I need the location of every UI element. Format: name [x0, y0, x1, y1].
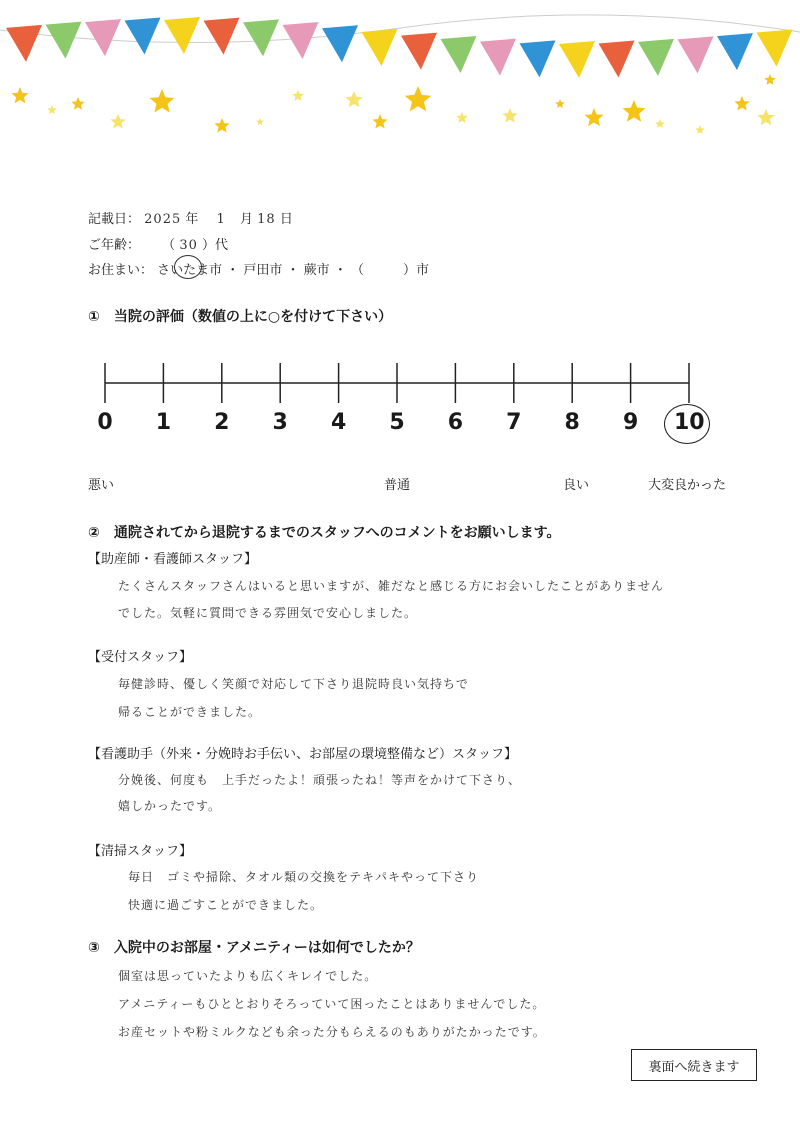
bunting-flag	[678, 36, 714, 73]
cleaning-comment-line1: 毎日 ゴミや掃除、タオル類の交換をテキパキやって下さり	[128, 870, 480, 884]
bunting-flag	[85, 19, 121, 56]
star-icon	[764, 74, 775, 85]
bunting-flag	[283, 22, 319, 59]
address-field	[88, 259, 429, 278]
scale-label-7[interactable]: 7	[506, 410, 522, 435]
date-field	[88, 208, 293, 227]
age-label: ご年齢：	[88, 238, 141, 253]
bunting-flag	[46, 22, 82, 59]
address-selected-circle	[174, 255, 202, 279]
section3-title: ③ 入院中のお部屋・アメニティーは如何でしたか？	[88, 940, 420, 956]
bunting-flag	[204, 18, 240, 55]
bunting-flag	[638, 39, 674, 76]
star-icon	[292, 90, 303, 101]
amenity-comment-line3: お産セットや粉ミルクなども余った分もらえるのもありがたかったです。	[118, 1025, 546, 1039]
star-icon	[71, 97, 84, 110]
star-icon	[150, 89, 175, 113]
midwife-comment-line2: でした。気軽に質問できる雰囲気で安心しました。	[118, 606, 418, 620]
date-year-unit: 年	[185, 212, 199, 227]
star-icon	[345, 91, 362, 107]
continue-on-back-label: 裏面へ続きます	[648, 1059, 740, 1075]
selected-rating-circle	[664, 404, 710, 444]
star-icon	[110, 114, 125, 129]
age-field	[88, 234, 228, 253]
bunting-flag	[757, 29, 793, 66]
scale-label-1[interactable]: 1	[155, 410, 172, 435]
bunting-flag	[6, 25, 42, 62]
address-label: お住まい：	[88, 263, 154, 278]
bunting-flag	[322, 25, 358, 62]
star-icon	[456, 112, 467, 123]
assistant-comment-line1: 分娩後、何度も 上手だったよ！頑張ったね！等声をかけて下さり、	[118, 773, 522, 787]
bunting-flag	[559, 41, 595, 78]
rating-bad: 悪い	[88, 478, 115, 493]
age-value: 30	[179, 238, 198, 253]
date-month: 1	[216, 212, 226, 227]
star-icon	[372, 114, 387, 129]
reception-heading: 【受付スタッフ】	[88, 650, 193, 665]
bunting-flag	[717, 33, 753, 70]
star-icon	[585, 108, 604, 126]
star-icon	[695, 125, 705, 134]
bunting-banner	[0, 0, 800, 160]
assistant-comment-line2: 嬉しかったです。	[118, 799, 222, 813]
bunting-flag	[164, 17, 200, 54]
date-month-unit: 月	[239, 212, 253, 227]
star-icon	[502, 108, 517, 123]
scale-label-6[interactable]: 6	[447, 410, 464, 435]
bunting-flag	[401, 33, 437, 70]
date-year: 2025	[144, 212, 182, 227]
bunting-flag	[480, 39, 516, 76]
midwife-comment-line1: たくさんスタッフさんはいると思いますが、雑だなと感じる方にお会いしたことがありません	[118, 579, 665, 593]
reception-comment-line1: 毎健診時、優しく笑顔で対応して下さり退院時良い気持ちで	[118, 677, 469, 691]
scale-label-5[interactable]: 5	[389, 410, 405, 435]
star-icon	[47, 105, 57, 114]
cleaning-heading: 【清掃スタッフ】	[88, 844, 193, 859]
star-icon	[555, 99, 565, 108]
scale-label-3[interactable]: 3	[272, 410, 288, 435]
star-icon	[623, 100, 646, 122]
scale-label-0[interactable]: 0	[97, 410, 113, 435]
rating-good: 良い	[563, 478, 590, 493]
bunting-flag	[125, 18, 161, 55]
date-label: 記載日：	[88, 212, 141, 227]
scale-label-2[interactable]: 2	[214, 410, 230, 435]
star-icon	[405, 86, 432, 111]
rating-great: 大変良かった	[648, 478, 727, 493]
date-day-unit: 日	[279, 212, 293, 227]
address-options: さいたま市 ・ 戸田市 ・ 蕨市 ・ （ ）市	[157, 263, 429, 278]
continue-on-back-box	[631, 1049, 757, 1081]
star-icon	[734, 96, 749, 111]
age-open: （	[162, 238, 176, 253]
date-day: 18	[257, 212, 276, 227]
midwife-heading: 【助産師・看護師スタッフ】	[88, 552, 258, 567]
scale-label-9[interactable]: 9	[622, 410, 639, 435]
section1-title: ① 当院の評価（数値の上に○を付けて下さい）	[88, 309, 393, 325]
bunting-flag	[362, 29, 398, 66]
bunting-flag	[520, 40, 556, 77]
reception-comment-line2: 帰ることができました。	[118, 705, 262, 719]
section2-title: ② 通院されてから退院するまでのスタッフへのコメントをお願いします。	[88, 525, 561, 541]
amenity-comment-line2: アメニティーもひととおりそろっていて困ったことはありませんでした。	[118, 997, 546, 1011]
amenity-comment-line1: 個室は思っていたよりも広くキレイでした。	[118, 969, 378, 983]
scale-label-8[interactable]: 8	[564, 410, 580, 435]
age-close: ）代	[202, 238, 229, 253]
star-icon	[757, 109, 774, 125]
scale-label-10[interactable]: 10	[674, 410, 705, 435]
cleaning-comment-line2: 快適に過ごすことができました。	[128, 898, 324, 912]
rating-normal: 普通	[384, 478, 411, 493]
assistant-heading: 【看護助手（外来・分娩時お手伝い、お部屋の環境整備など）スタッフ】	[88, 747, 518, 762]
bunting-flag	[243, 19, 279, 56]
star-icon	[214, 118, 229, 133]
star-icon	[256, 118, 264, 125]
bunting-flag	[599, 41, 635, 78]
bunting-flag	[441, 36, 477, 73]
star-icon	[655, 119, 665, 128]
scale-label-4[interactable]: 4	[330, 410, 347, 435]
star-icon	[11, 87, 28, 103]
